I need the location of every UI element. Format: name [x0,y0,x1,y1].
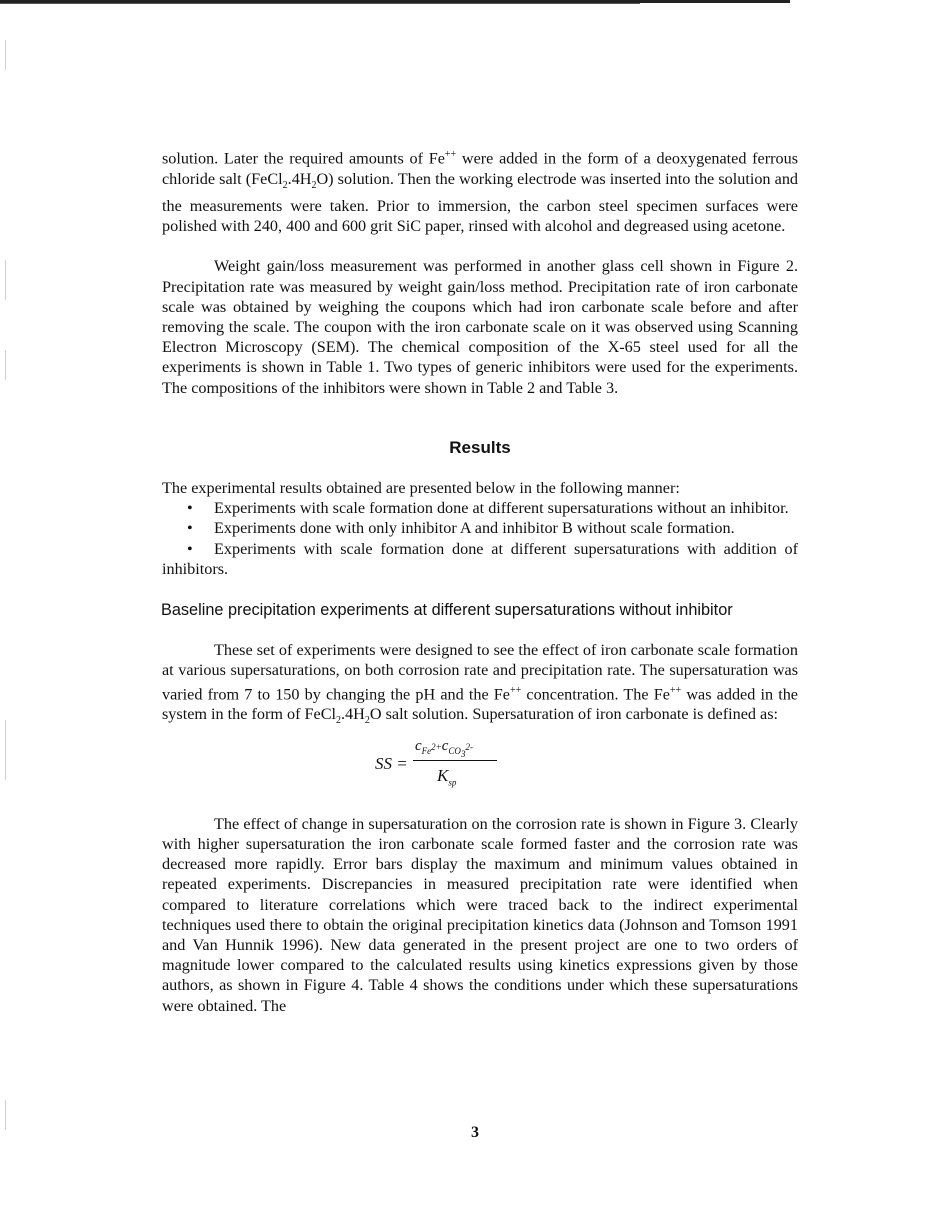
equation-denominator: $K_{sp}$ [437,765,457,788]
scan-mark [5,350,6,380]
results-bullet-list [162,498,798,579]
section-heading-results: Results [449,437,511,457]
list-item [162,539,798,579]
subsection-heading-baseline: Baseline precipitation experiments at different supersaturations without inhibitor [161,601,733,620]
equation-numerator: $c_{Fe^{2+}}c_{CO_3^{2-}}$ [415,737,473,759]
bullet-icon: • [187,539,193,558]
scan-mark [5,720,6,780]
bullet-text: Experiments done with only inhibitor A and inhibitor B without scale formation. [214,519,735,538]
paragraph-solution-prep: solution. Later the required amounts of Fe++ were added in the form of a deoxygenated ferrous chloride salt $(FeCl_2.4H_2O)$ solution. Then the working electrode was inserted into the solution and the measurements were taken. Prior to immersion, the carbon steel specimen surfaces were polished with 240, 400 and 600 grit SiC paper, rinsed with alcohol and degreased using acetone. [162,149,799,236]
bullet-text: Experiments with scale formation done at different supersaturations without an inhibitor. [214,499,789,518]
paragraph-corrosion-rate-effect: The effect of change in supersaturation on the corrosion rate is shown in Figure 3. Clearly with higher supersaturation the iron carbonate scale formed faster and the corrosion rate was decreased more rapidly. Error bars display the maximum and minimum values obtained in repeated experiments. Discrepancies in measured precipitation rate were identified when compared to literature correlations which were traced back to the indirect experimental techniques used there to obtain the original precipitation kinetics data (Johnson and Tomson 1991 and Van Hunnik 1996). New data generated in the present project are one to two orders of magnitude lower compared to the calculated results using kinetics expressions given by those authors, as shown in Figure 4. Table 4 shows the conditions under which these supersaturations were obtained. The [162,814,798,1015]
top-border-line-secondary [0,3,640,4]
paragraph-results-intro: The experimental results obtained are presented below in the following manner: [162,479,680,498]
list-item [162,518,798,538]
equation-lhs: SS = [375,753,408,773]
page-number: 3 [471,1124,479,1141]
equation-supersaturation [162,736,798,804]
page-content [162,145,798,1016]
bullet-icon: • [187,519,193,538]
fraction-bar [413,760,497,761]
scan-mark [5,40,6,70]
paragraph-experiment-design: These set of experiments were designed to see the effect of iron carbonate scale formation at various supersaturations, on both corrosion rate and precipitation rate. The supersaturation was varied from 7 to 150 by changing the pH and the Fe++ concentration. The Fe++ was added in the system in the form of $FeCl_2.4H_2O$ salt solution. Supersaturation of iron carbonate is defined as: [162,641,798,727]
paragraph-weight-gain-loss: Weight gain/loss measurement was performed in another glass cell shown in Figure 2. Precipitation rate was measured by weight gain/loss method. Precipitation rate of iron carbonate scale was obtained by weighing the coupons which had iron carbonate scale before and after removing the scale. The coupon with the iron carbonate scale on it was observed using Scanning Electron Microscopy (SEM). The chemical composition of the X-65 steel used for all the experiments is shown in Table 1. Two types of generic inhibitors were used for the experiments. The compositions of the inhibitors were shown in Table 2 and Table 3. [162,257,798,397]
bullet-text: Experiments with scale formation done at different supersaturations with addition of inhibitors. [162,539,798,578]
scan-mark [5,260,6,300]
bullet-icon: • [187,499,193,518]
list-item [162,498,798,518]
